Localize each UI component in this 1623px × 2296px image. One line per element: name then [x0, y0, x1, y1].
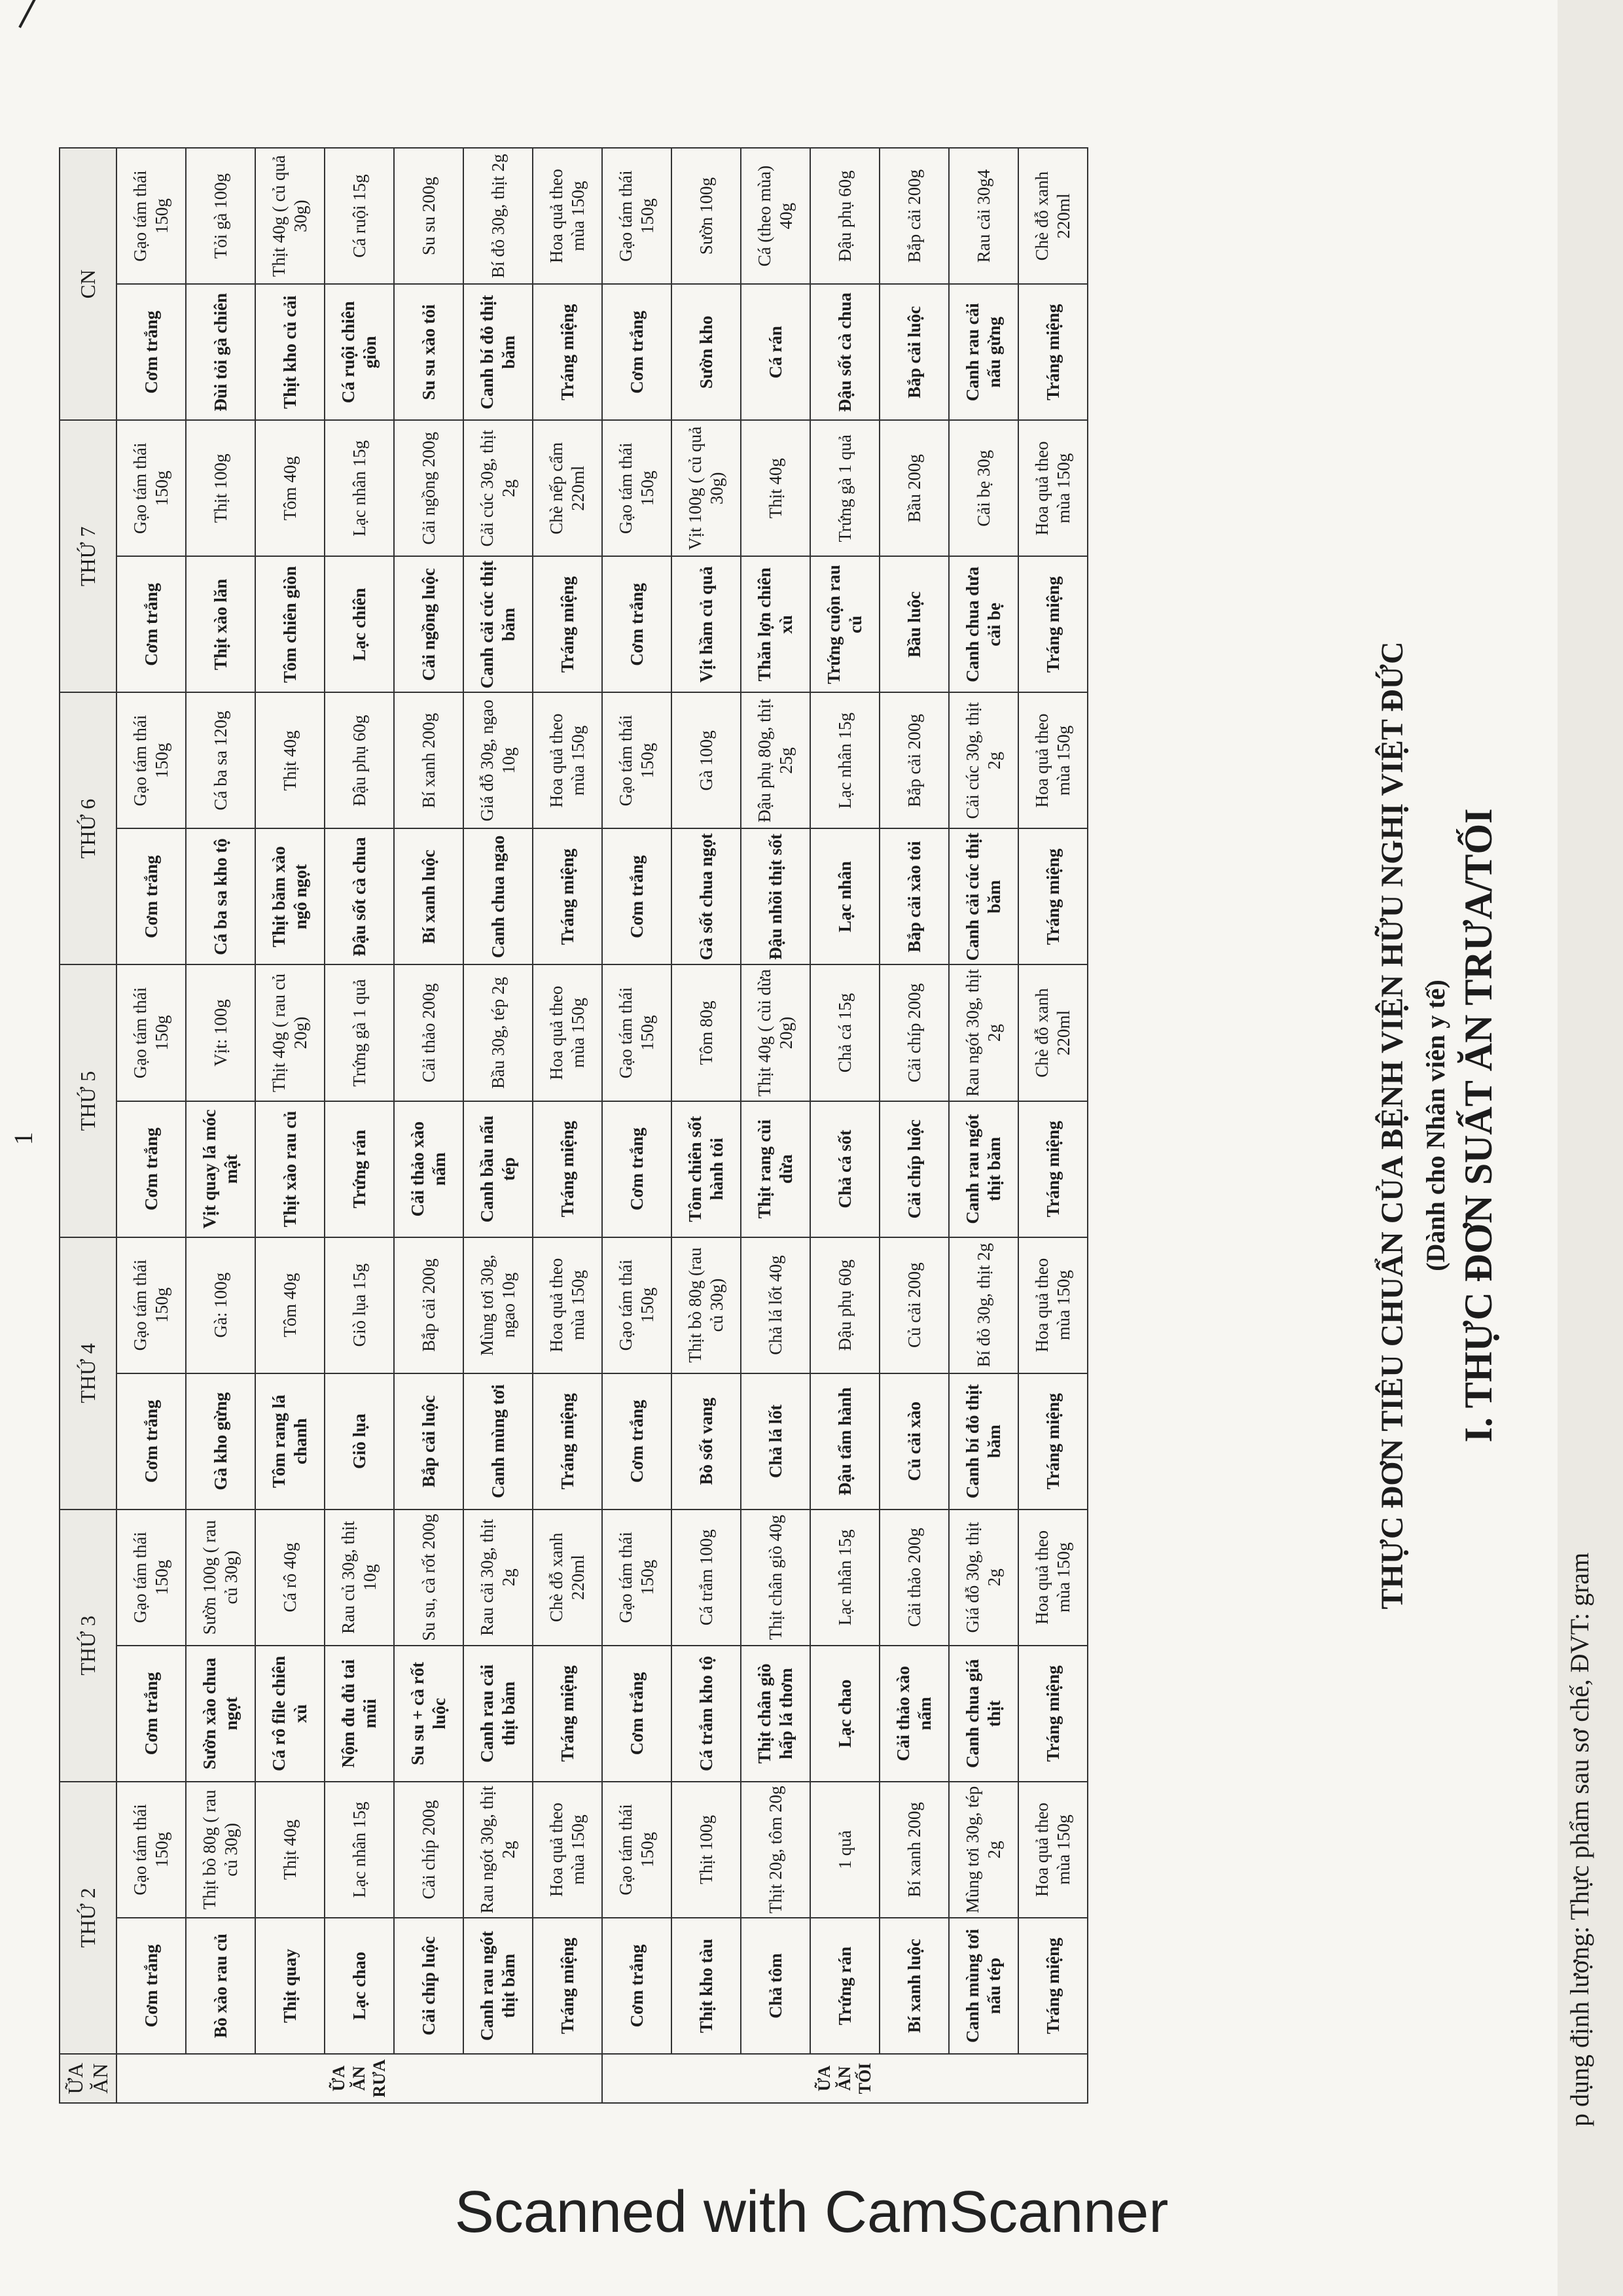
- quantity-cell: Bí xanh 200g: [880, 1782, 949, 1918]
- dish-cell: Lạc chao: [325, 1918, 394, 2054]
- quantity-cell: Bí xanh 200g: [394, 692, 463, 828]
- quantity-cell: Cá ba sa 120g: [186, 692, 255, 828]
- dish-cell: Cơm trắng: [602, 1646, 671, 1782]
- dish-cell: Đậu sốt cà chua: [325, 828, 394, 964]
- dish-cell: Vịt quay lá móc mật: [186, 1101, 255, 1237]
- table-row: [741, 148, 810, 2103]
- quantity-cell: Chả cá 15g: [810, 965, 880, 1101]
- quantity-cell: Tôm 40g: [255, 1237, 325, 1373]
- quantity-cell: Chè đỗ xanh 220ml: [1018, 965, 1088, 1101]
- quantity-cell: Đậu phụ 60g: [810, 148, 880, 284]
- table-row: [810, 148, 880, 2103]
- dish-cell: Trứng rán: [325, 1101, 394, 1237]
- dish-cell: Đậu nhồi thịt sốt: [741, 828, 810, 964]
- quantity-cell: Chả lá lốt 40g: [741, 1237, 810, 1373]
- dish-cell: Đậu sốt cà chua: [810, 284, 880, 420]
- quantity-cell: Đậu phụ 60g: [325, 692, 394, 828]
- day-header: THỨ 3: [60, 1510, 116, 1782]
- meal-label: ỮA ĂN TỐI: [602, 2054, 1088, 2103]
- dish-cell: Cơm trắng: [116, 284, 186, 420]
- dish-cell: Bắp cải luộc: [394, 1373, 463, 1510]
- quantity-cell: Cải thảo 200g: [394, 965, 463, 1101]
- quantity-cell: Cá (theo mùa) 40g: [741, 148, 810, 284]
- dish-cell: Thịt băm xào ngô ngọt: [255, 828, 325, 964]
- dish-cell: Canh chua ngao: [463, 828, 533, 964]
- quantity-cell: Gạo tám thái 150g: [116, 1782, 186, 1918]
- dish-cell: Cải chíp luộc: [880, 1101, 949, 1237]
- dish-cell: Cá ba sa kho tộ: [186, 828, 255, 964]
- dish-cell: Tráng miệng: [533, 828, 602, 964]
- quantity-cell: Trứng gà 1 quả: [810, 420, 880, 556]
- quantity-cell: Thịt 100g: [671, 1782, 741, 1918]
- quantity-cell: Gạo tám thái 150g: [602, 420, 671, 556]
- quantity-cell: Cải chíp 200g: [880, 965, 949, 1101]
- quantity-cell: Gạo tám thái 150g: [116, 420, 186, 556]
- dish-cell: Thịt xào rau củ: [255, 1101, 325, 1237]
- quantity-cell: Su su, cà rốt 200g: [394, 1510, 463, 1646]
- dish-cell: Thịt kho tàu: [671, 1918, 741, 2054]
- dish-cell: Cơm trắng: [602, 828, 671, 964]
- quantity-cell: Gà: 100g: [186, 1237, 255, 1373]
- dish-cell: Thịt xào lăn: [186, 556, 255, 692]
- quantity-cell: Lạc nhân 15g: [810, 692, 880, 828]
- dish-cell: Canh chua dưa cải bẹ: [949, 556, 1018, 692]
- quantity-cell: Gạo tám thái 150g: [602, 148, 671, 284]
- dish-cell: Cải ngồng luộc: [394, 556, 463, 692]
- dish-cell: Đùi tỏi gà chiên: [186, 284, 255, 420]
- quantity-cell: Cải chíp 200g: [394, 1782, 463, 1918]
- dish-cell: Thịt rang cùi dừa: [741, 1101, 810, 1237]
- dish-cell: Tráng miệng: [1018, 1101, 1088, 1237]
- quantity-cell: Thịt 40g: [255, 1782, 325, 1918]
- quantity-cell: Lạc nhân 15g: [325, 1782, 394, 1918]
- quantity-cell: Bí đỏ 30g, thịt 2g: [949, 1237, 1018, 1373]
- dish-cell: Lạc chao: [810, 1646, 880, 1782]
- dish-cell: Cơm trắng: [602, 1101, 671, 1237]
- dish-cell: Canh mùng tơi: [463, 1373, 533, 1510]
- dish-cell: Cơm trắng: [602, 556, 671, 692]
- dish-cell: Cơm trắng: [116, 556, 186, 692]
- dish-cell: Lạc chiên: [325, 556, 394, 692]
- quantity-cell: Cải cúc 30g, thịt 2g: [463, 420, 533, 556]
- quantity-cell: Hoa quả theo mùa 150g: [1018, 1782, 1088, 1918]
- dish-cell: Su su xào tỏi: [394, 284, 463, 420]
- dish-cell: Tráng miệng: [533, 556, 602, 692]
- dish-cell: Bắp cải xào tỏi: [880, 828, 949, 964]
- quantity-cell: Chè nếp cẩm 220ml: [533, 420, 602, 556]
- document-subtitle: (Dành cho Nhân viên y tế): [1421, 980, 1450, 1271]
- page-number: 1: [9, 1132, 38, 1145]
- dish-cell: Cải chíp luộc: [394, 1918, 463, 2054]
- quantity-cell: Bầu 200g: [880, 420, 949, 556]
- dish-cell: Canh bí đỏ thịt băm: [949, 1373, 1018, 1510]
- quantity-cell: Tỏi gà 100g: [186, 148, 255, 284]
- quantity-cell: Hoa quả theo mùa 150g: [1018, 1510, 1088, 1646]
- dish-cell: Chả lá lốt: [741, 1373, 810, 1510]
- dish-cell: Canh rau cải thịt băm: [463, 1646, 533, 1782]
- dish-cell: Canh rau cải nấu gừng: [949, 284, 1018, 420]
- quantity-cell: Rau ngót 30g, thịt 2g: [463, 1782, 533, 1918]
- dish-cell: Canh cải cúc thịt băm: [463, 556, 533, 692]
- quantity-cell: Gạo tám thái 150g: [602, 965, 671, 1101]
- day-header: THỨ 4: [60, 1237, 116, 1510]
- quantity-cell: Rau củ 30g, thịt 10g: [325, 1510, 394, 1646]
- quantity-cell: Sườn 100g ( rau củ 30g): [186, 1510, 255, 1646]
- quantity-cell: Hoa quả theo mùa 150g: [1018, 692, 1088, 828]
- quantity-cell: Gạo tám thái 150g: [602, 1782, 671, 1918]
- dish-cell: Cá rô file chiên xù: [255, 1646, 325, 1782]
- dish-cell: Cá rán: [741, 284, 810, 420]
- quantity-cell: Thịt 20g, tôm 20g: [741, 1782, 810, 1918]
- menu-body: [116, 148, 1088, 2103]
- dish-cell: Cơm trắng: [116, 1101, 186, 1237]
- quantity-cell: Đậu phụ 60g: [810, 1237, 880, 1373]
- dish-cell: Trứng cuộn rau củ: [810, 556, 880, 692]
- dish-cell: Chả tôm: [741, 1918, 810, 2054]
- dish-cell: Cá trắm kho tộ: [671, 1646, 741, 1782]
- quantity-cell: Hoa quả theo mùa 150g: [533, 1782, 602, 1918]
- dish-cell: Bí xanh luộc: [394, 828, 463, 964]
- dish-cell: Trứng rán: [810, 1918, 880, 2054]
- quantity-cell: Lạc nhân 15g: [810, 1510, 880, 1646]
- meal-label: ỮA ĂN RƯA: [116, 2054, 602, 2103]
- quantity-cell: Cải ngồng 200g: [394, 420, 463, 556]
- quantity-cell: Giò lụa 15g: [325, 1237, 394, 1373]
- day-header: THỨ 7: [60, 420, 116, 692]
- dish-cell: Cải thảo xào nấm: [880, 1646, 949, 1782]
- quantity-cell: Gạo tám thái 150g: [116, 965, 186, 1101]
- quantity-cell: Tôm 80g: [671, 965, 741, 1101]
- dish-cell: Canh rau ngót thịt băm: [949, 1101, 1018, 1237]
- dish-cell: Cá ruội chiên giòn: [325, 284, 394, 420]
- dish-cell: Tráng miệng: [1018, 1646, 1088, 1782]
- dish-cell: Bắp cải luộc: [880, 284, 949, 420]
- quantity-cell: Cải cúc 30g, thịt 2g: [949, 692, 1018, 828]
- quantity-cell: Gạo tám thái 150g: [116, 148, 186, 284]
- quantity-cell: Hoa quả theo mùa 150g: [533, 1237, 602, 1373]
- dish-cell: Tôm rang lá chanh: [255, 1373, 325, 1510]
- quantity-cell: Gạo tám thái 150g: [602, 692, 671, 828]
- quantity-cell: Rau ngót 30g, thịt 2g: [949, 965, 1018, 1101]
- quantity-cell: Hoa quả theo mùa 150g: [533, 965, 602, 1101]
- dish-cell: Gà sốt chua ngọt: [671, 828, 741, 964]
- dish-cell: Cơm trắng: [602, 1918, 671, 2054]
- table-row: [949, 148, 1018, 2103]
- quantity-cell: Lạc nhân 15g: [325, 420, 394, 556]
- dish-cell: Chả cá sốt: [810, 1101, 880, 1237]
- quantity-cell: Gạo tám thái 150g: [602, 1237, 671, 1373]
- table-row: [325, 148, 394, 2103]
- meal-column-header: ỮA ĂN: [60, 2054, 116, 2103]
- quantity-cell: Mùng tơi 30g, tép 2g: [949, 1782, 1018, 1918]
- dish-cell: Cơm trắng: [602, 284, 671, 420]
- day-header: THỨ 2: [60, 1782, 116, 2054]
- quantity-cell: Cải bẹ 30g: [949, 420, 1018, 556]
- table-row: [255, 148, 325, 2103]
- menu-table: [59, 147, 1088, 2104]
- scanner-watermark: Scanned with CamScanner: [454, 2180, 1169, 2245]
- table-row: [116, 148, 186, 2103]
- quantity-cell: Bí đỏ 30g, thịt 2g: [463, 148, 533, 284]
- dish-cell: Đậu tẩm hành: [810, 1373, 880, 1510]
- dish-cell: Tôm chiên sốt hành tỏi: [671, 1101, 741, 1237]
- day-header: CN: [60, 148, 116, 420]
- quantity-cell: Bắp cải 200g: [394, 1237, 463, 1373]
- dish-cell: Gà kho gừng: [186, 1373, 255, 1510]
- quantity-cell: Giá đỗ 30g, thịt 2g: [949, 1510, 1018, 1646]
- quantity-cell: Cá rô 40g: [255, 1510, 325, 1646]
- quantity-cell: Thịt 40g ( củ quả 30g): [255, 148, 325, 284]
- table-row: [671, 148, 741, 2103]
- quantity-cell: Gạo tám thái 150g: [116, 692, 186, 828]
- dish-cell: Cơm trắng: [602, 1373, 671, 1510]
- quantity-cell: Vịt: 100g: [186, 965, 255, 1101]
- quantity-cell: Thịt chân giò 40g: [741, 1510, 810, 1646]
- quantity-cell: Mùng tơi 30g, ngao 10g: [463, 1237, 533, 1373]
- dish-cell: Canh rau ngót thịt băm: [463, 1918, 533, 2054]
- dish-cell: Thăn lợn chiên xù: [741, 556, 810, 692]
- dish-cell: Nộm đu đủ tai mũi: [325, 1646, 394, 1782]
- table-row: [880, 148, 949, 2103]
- dish-cell: Tráng miệng: [1018, 1373, 1088, 1510]
- quantity-cell: Hoa quả theo mùa 150g: [1018, 420, 1088, 556]
- quantity-cell: Thịt 40g: [741, 420, 810, 556]
- dish-cell: Cơm trắng: [116, 1918, 186, 2054]
- quantity-cell: Hoa quả theo mùa 150g: [533, 148, 602, 284]
- quantity-cell: Chè đỗ xanh 220ml: [533, 1510, 602, 1646]
- quantity-cell: Củ cải 200g: [880, 1237, 949, 1373]
- dish-cell: Bầu luộc: [880, 556, 949, 692]
- dish-cell: Cơm trắng: [116, 828, 186, 964]
- days-header-row: [60, 148, 116, 2103]
- quantity-cell: Rau cải 30g4: [949, 148, 1018, 284]
- dish-cell: Su su + cà rốt luộc: [394, 1646, 463, 1782]
- quantity-cell: Cá trắm 100g: [671, 1510, 741, 1646]
- quantity-cell: Thịt 40g: [255, 692, 325, 828]
- dish-cell: Vịt hầm củ quả: [671, 556, 741, 692]
- dish-cell: Củ cải xào: [880, 1373, 949, 1510]
- dish-cell: Tráng miệng: [533, 1373, 602, 1510]
- dish-cell: Cơm trắng: [116, 1373, 186, 1510]
- dish-cell: Thịt kho củ cải: [255, 284, 325, 420]
- quantity-cell: Bắp cải 200g: [880, 148, 949, 284]
- dish-cell: Bí xanh luộc: [880, 1918, 949, 2054]
- dish-cell: Tráng miệng: [533, 284, 602, 420]
- dish-cell: Tráng miệng: [1018, 556, 1088, 692]
- dish-cell: Tráng miệng: [1018, 284, 1088, 420]
- dish-cell: Canh chua giá thịt: [949, 1646, 1018, 1782]
- dish-cell: Thịt quay: [255, 1918, 325, 2054]
- quantity-cell: Thịt 100g: [186, 420, 255, 556]
- quantity-cell: Gạo tám thái 150g: [602, 1510, 671, 1646]
- quantity-cell: Vịt 100g ( củ quả 30g): [671, 420, 741, 556]
- table-row: [394, 148, 463, 2103]
- quantity-cell: Giá đỗ 30g, ngao 10g: [463, 692, 533, 828]
- document-title: THỰC ĐƠN TIÊU CHUẨN CỦA BỆNH VIỆN HỮU NGHỊ VIỆT ĐỨC: [1375, 641, 1410, 1610]
- quantity-cell: Tôm 40g: [255, 420, 325, 556]
- dish-cell: Tôm chiên giòn: [255, 556, 325, 692]
- quantity-cell: Sườn 100g: [671, 148, 741, 284]
- table-row: [186, 148, 255, 2103]
- dish-cell: Giò lụa: [325, 1373, 394, 1510]
- day-header: THỨ 5: [60, 965, 116, 1237]
- dish-cell: Tráng miệng: [533, 1918, 602, 2054]
- dish-cell: Thịt chân giò hấp lá thơm: [741, 1646, 810, 1782]
- quantity-cell: Hoa quả theo mùa 150g: [533, 692, 602, 828]
- dish-cell: Lạc nhân: [810, 828, 880, 964]
- quantity-cell: Thịt bò 80g ( rau củ 30g): [186, 1782, 255, 1918]
- day-header: THỨ 6: [60, 692, 116, 964]
- unit-note: p dụng định lượng: Thực phẩm sau sơ chế, ĐVT: gram: [1565, 1552, 1594, 2127]
- dish-cell: Sườn xào chua ngọt: [186, 1646, 255, 1782]
- dish-cell: Canh cải cúc thịt băm: [949, 828, 1018, 964]
- quantity-cell: Thịt bò 80g (rau củ 30g): [671, 1237, 741, 1373]
- quantity-cell: Bắp cải 200g: [880, 692, 949, 828]
- quantity-cell: Chè đỗ xanh 220ml: [1018, 148, 1088, 284]
- quantity-cell: Cá ruội 15g: [325, 148, 394, 284]
- section-heading: I. THỰC ĐƠN SUẤT ĂN TRƯA/TỐI: [1457, 808, 1500, 1443]
- quantity-cell: Thịt 40g ( rau củ 20g): [255, 965, 325, 1101]
- dish-cell: Tráng miệng: [1018, 828, 1088, 964]
- dish-cell: Tráng miệng: [533, 1646, 602, 1782]
- quantity-cell: Gạo tám thái 150g: [116, 1510, 186, 1646]
- dish-cell: Cơm trắng: [116, 1646, 186, 1782]
- table-row: [533, 148, 602, 2103]
- table-row: [463, 148, 533, 2103]
- quantity-cell: Đậu phụ 80g, thịt 25g: [741, 692, 810, 828]
- dish-cell: Bò xào rau củ: [186, 1918, 255, 2054]
- dish-cell: Sườn kho: [671, 284, 741, 420]
- table-row: [1018, 148, 1088, 2103]
- quantity-cell: Hoa quả theo mùa 150g: [1018, 1237, 1088, 1373]
- dish-cell: Canh mùng tơi nấu tép: [949, 1918, 1018, 2054]
- quantity-cell: Gạo tám thái 150g: [116, 1237, 186, 1373]
- dish-cell: Tráng miệng: [533, 1101, 602, 1237]
- dish-cell: Canh bầu nấu tép: [463, 1101, 533, 1237]
- quantity-cell: Cải thảo 200g: [880, 1510, 949, 1646]
- quantity-cell: Rau cải 30g, thịt 2g: [463, 1510, 533, 1646]
- table-row: [602, 148, 671, 2103]
- dish-cell: Cải thảo xào nấm: [394, 1101, 463, 1237]
- quantity-cell: Su su 200g: [394, 148, 463, 284]
- quantity-cell: Thịt 40g ( cùi dừa 20g): [741, 965, 810, 1101]
- quantity-cell: Trứng gà 1 quả: [325, 965, 394, 1101]
- dish-cell: Bò sốt vang: [671, 1373, 741, 1510]
- dish-cell: Tráng miệng: [1018, 1918, 1088, 2054]
- quantity-cell: Bầu 30g, tép 2g: [463, 965, 533, 1101]
- rotated-document: [0, 111, 1594, 2140]
- dish-cell: Canh bí đỏ thịt băm: [463, 284, 533, 420]
- quantity-cell: 1 quả: [810, 1782, 880, 1918]
- quantity-cell: Gà 100g: [671, 692, 741, 828]
